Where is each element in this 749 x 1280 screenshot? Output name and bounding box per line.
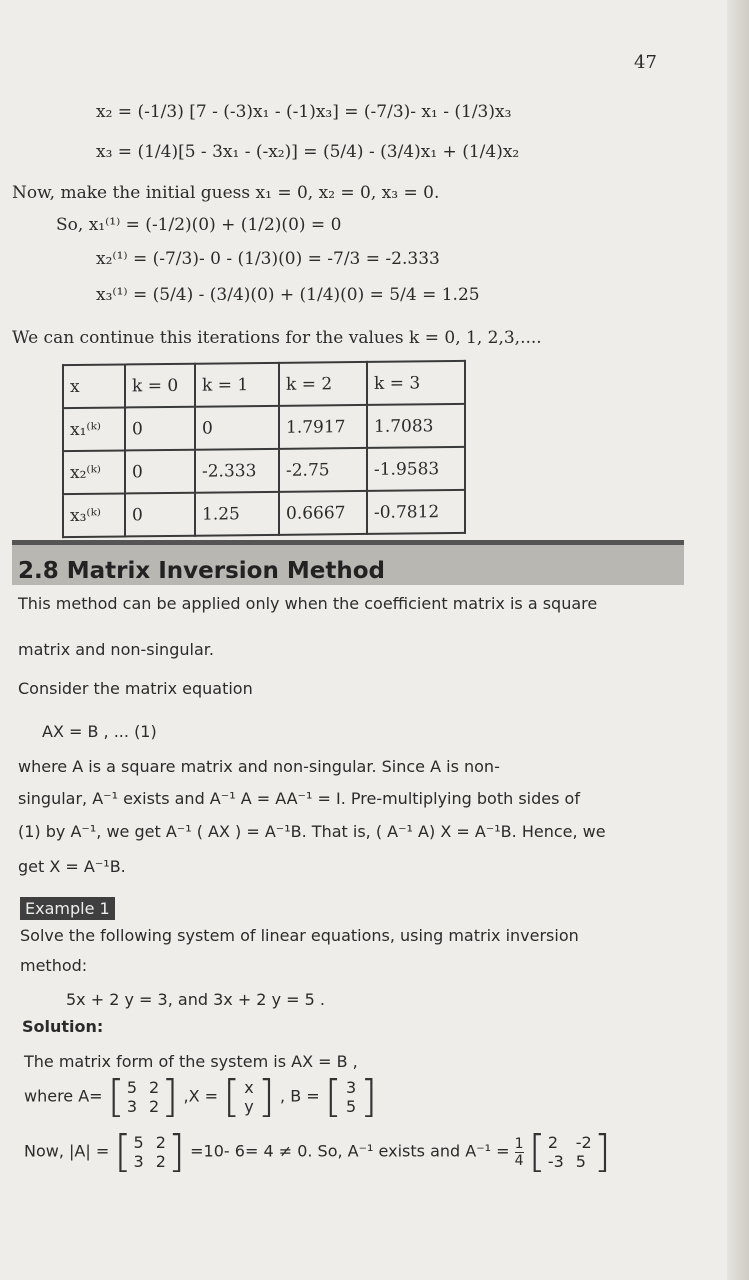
matrix-a-entry: 5 — [126, 1078, 138, 1097]
matrix-a-entry: 2 — [149, 1078, 160, 1097]
table-header-cell: k = 3 — [367, 361, 465, 405]
consider-text: Consider the matrix equation — [18, 679, 253, 698]
table-cell: 0.6667 — [279, 491, 367, 535]
fraction-denominator: 4 — [514, 1152, 524, 1169]
vector-b: [ 3 5 ] — [324, 1071, 378, 1122]
table-row — [63, 447, 465, 494]
table-cell: -2.333 — [195, 449, 279, 493]
table-cell: 1.7917 — [279, 405, 367, 449]
table-header-cell: k = 2 — [279, 362, 367, 406]
example-system: 5x + 2 y = 3, and 3x + 2 y = 5 . — [66, 990, 325, 1009]
vector-x: [ x y ] — [223, 1071, 275, 1122]
adjugate-entry: 5 — [575, 1152, 586, 1171]
explanation-line-3: (1) by A⁻¹, we get A⁻¹ ( AX ) = A⁻¹B. That is, ( A⁻¹ A) X = A⁻¹B. Hence, we — [18, 822, 606, 841]
table-cell: 0 — [125, 407, 195, 451]
table-header-cell: k = 0 — [125, 364, 195, 408]
matrices-definition — [24, 1071, 378, 1122]
table-cell: 0 — [125, 450, 195, 494]
adjugate-entry: -3 — [547, 1152, 564, 1171]
matrix-a-entry: 3 — [126, 1097, 138, 1116]
continue-text: We can continue this iterations for the values k = 0, 1, 2,3,.... — [12, 328, 542, 348]
solution-label: Solution: — [22, 1017, 104, 1036]
table-header-cell: x — [63, 364, 125, 408]
determinant-line — [24, 1126, 611, 1177]
table-cell: x₁⁽ᵏ⁾ — [63, 407, 125, 451]
inverse-fraction — [515, 1136, 524, 1169]
example-prompt-2: method: — [20, 956, 88, 975]
equation-x2: x₂ = (-1/3) [7 - (-3)x₁ - (-1)x₃] = (-7/3)- x₁ - (1/3)x₃ — [96, 102, 512, 122]
matrix-a-entry: 2 — [149, 1097, 160, 1116]
iteration-table — [62, 360, 466, 538]
where-a-label: where A= — [24, 1086, 103, 1106]
determinant-matrix: [ 5 2 3 2 ] — [114, 1126, 186, 1177]
table-cell: 1.25 — [195, 492, 279, 536]
equation-x3: x₃ = (1/4)[5 - 3x₁ - (-x₂)] = (5/4) - (3/4)x₁ + (1/4)x₂ — [96, 142, 520, 162]
example-prompt-1: Solve the following system of linear equations, using matrix inversion — [20, 926, 579, 945]
matrix-a: [ 5 2 3 2 ] — [107, 1071, 179, 1122]
table-cell: 0 — [195, 406, 279, 450]
table-cell: 1.7083 — [367, 404, 465, 448]
table-cell: -1.9583 — [367, 447, 465, 491]
table-cell: -0.7812 — [367, 490, 465, 534]
adjugate-entry: 2 — [547, 1133, 559, 1152]
explanation-line-1: where A is a square matrix and non-singular. Since A is non- — [18, 757, 500, 776]
determinant-entry: 2 — [155, 1152, 166, 1171]
determinant-label: Now, |A| = — [24, 1141, 110, 1161]
table-row — [63, 490, 465, 537]
vector-b-entry: 3 — [345, 1078, 357, 1097]
b-label: , B = — [280, 1086, 320, 1106]
vector-x-entry: x — [244, 1078, 254, 1097]
explanation-line-4: get X = A⁻¹B. — [18, 857, 126, 876]
x-label: ,X = — [183, 1086, 219, 1106]
matrix-form-text: The matrix form of the system is AX = B , — [24, 1052, 358, 1071]
vector-x-entry: y — [244, 1097, 254, 1116]
first-iteration-x1: So, x₁⁽¹⁾ = (-1/2)(0) + (1/2)(0) = 0 — [56, 215, 342, 235]
table-cell: x₂⁽ᵏ⁾ — [63, 450, 125, 494]
page-edge-shadow — [727, 0, 749, 1280]
example-badge: Example 1 — [20, 897, 115, 920]
explanation-line-2: singular, A⁻¹ exists and A⁻¹ A = AA⁻¹ = I. Pre-multiplying both sides of — [18, 789, 580, 808]
vector-b-entry: 5 — [345, 1097, 357, 1116]
adjugate-matrix: [ 2 -2 -3 5 ] — [528, 1126, 611, 1177]
intro-line-1: This method can be applied only when the coefficient matrix is a square — [18, 594, 598, 613]
table-cell: -2.75 — [279, 448, 367, 492]
determinant-entry: 3 — [133, 1152, 144, 1171]
intro-line-2: matrix and non-singular. — [18, 640, 214, 659]
table-header-row — [63, 361, 465, 408]
determinant-result: =10- 6= 4 ≠ 0. So, A⁻¹ exists and A⁻¹ = — [190, 1141, 510, 1161]
first-iteration-x3: x₃⁽¹⁾ = (5/4) - (3/4)(0) + (1/4)(0) = 5/4 = 1.25 — [96, 285, 480, 305]
determinant-entry: 2 — [155, 1133, 166, 1152]
first-iteration-x2: x₂⁽¹⁾ = (-7/3)- 0 - (1/3)(0) = -7/3 = -2.333 — [96, 249, 440, 269]
table-header-cell: k = 1 — [195, 363, 279, 407]
table-row — [63, 404, 465, 451]
matrix-equation: AX = B , ... (1) — [42, 722, 157, 741]
initial-guess-text: Now, make the initial guess x₁ = 0, x₂ = 0, x₃ = 0. — [12, 183, 440, 203]
page-number: 47 — [634, 52, 657, 73]
determinant-entry: 5 — [133, 1133, 144, 1152]
fraction-numerator: 1 — [514, 1135, 524, 1152]
table-cell: x₃⁽ᵏ⁾ — [63, 493, 125, 537]
table-cell: 0 — [125, 493, 195, 537]
section-heading: 2.8 Matrix Inversion Method — [18, 558, 385, 584]
adjugate-entry: -2 — [575, 1133, 592, 1152]
